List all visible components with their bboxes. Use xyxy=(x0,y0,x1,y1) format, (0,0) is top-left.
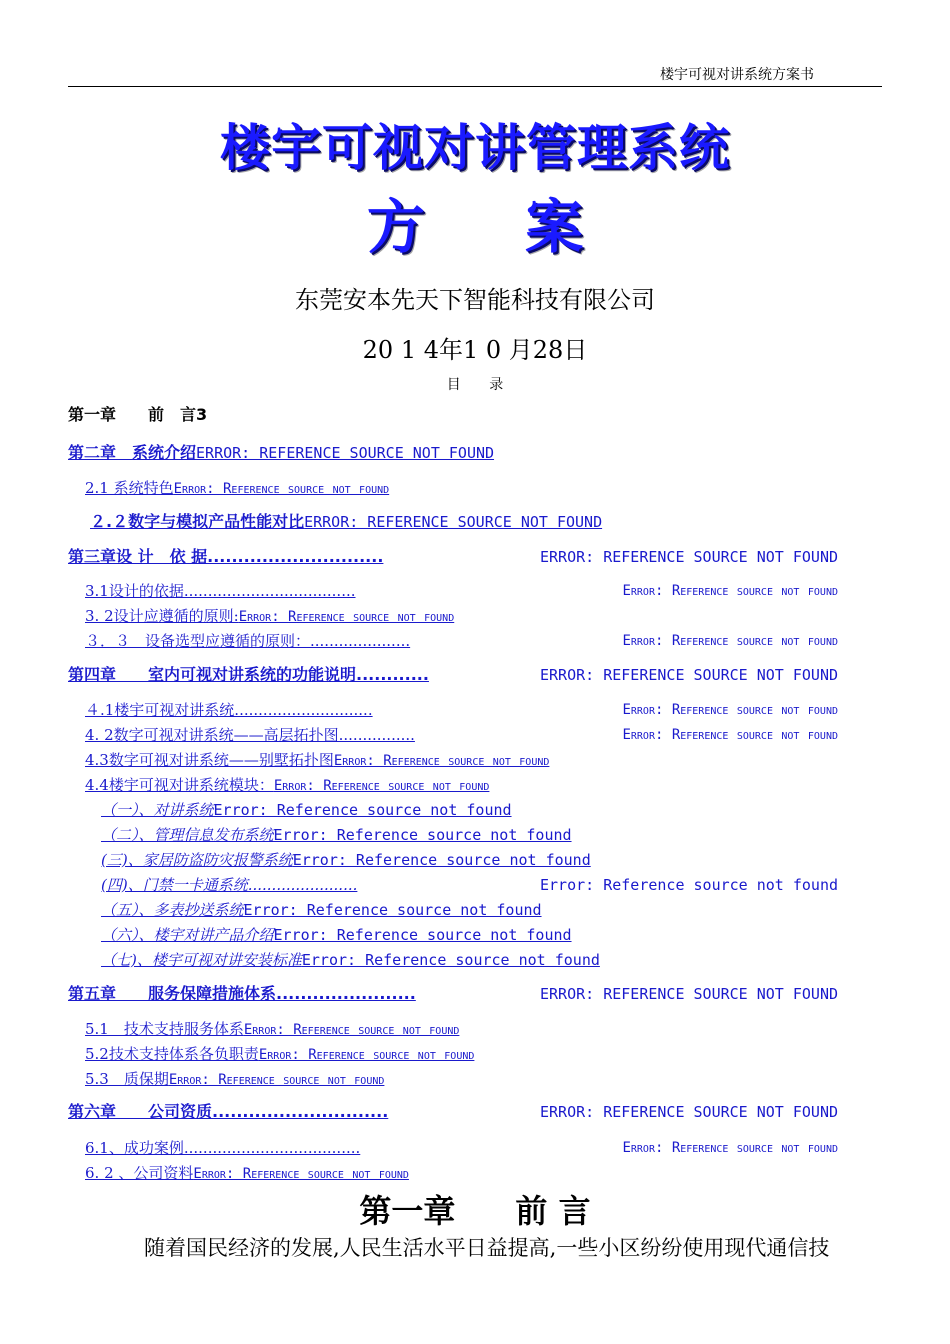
toc-entry-4-4-3[interactable]: (三)、家居防盗防灾报警系统Error: Reference source not found xyxy=(101,851,591,869)
toc-entry-5-2[interactable]: 5.2技术支持体系各负职责Error: Reference source not found xyxy=(85,1045,475,1063)
toc-entry-3-3[interactable]: ３．３ 设备选型应遵循的原则：..................... Error: Reference source not found xyxy=(85,632,838,650)
toc-entry-chapter-6[interactable]: 第六章 公司资质............................. ERROR: REFERENCE SOURCE NOT FOUND xyxy=(68,1102,838,1121)
toc-entry-4-4[interactable]: 4.4楼宇可视对讲系统模块：Error: Reference source not found xyxy=(85,776,490,794)
chapter-one-heading xyxy=(0,1186,950,1232)
header-text: 楼宇可视对讲系统方案书 xyxy=(660,67,814,83)
chapter-one-name: 前 言 xyxy=(515,1192,591,1230)
toc-entry-5-3[interactable]: 5.3 质保期Error: Reference source not found xyxy=(85,1070,385,1088)
toc-entry-6-2[interactable]: 6. 2 、公司资料Error: Reference source not found xyxy=(85,1164,409,1182)
toc-heading: 目 录 xyxy=(446,377,516,393)
toc-entry-4-4-7[interactable]: （七)、楼宇可视对讲安装标准Error: Reference source not found xyxy=(101,951,600,969)
toc-entry-4-4-5[interactable]: （五）、多表抄送系统Error: Reference source not found xyxy=(101,901,542,919)
toc-entry-chapter-4[interactable]: 第四章 室内可视对讲系统的功能说明............ ERROR: REFERENCE SOURCE NOT FOUND xyxy=(68,665,838,684)
toc-entry-3-2[interactable]: 3. 2设计应遵循的原则:Error: Reference source not found xyxy=(85,607,455,625)
toc-entry-4-4-4[interactable]: (四)、门禁一卡通系统....................... Error: Reference source not found xyxy=(101,876,838,894)
toc-entry-chapter-2[interactable]: 第二章 系统介绍ERROR: REFERENCE SOURCE NOT FOUND xyxy=(68,443,495,462)
toc-entry-chapter-5[interactable]: 第五章 服务保障措施体系....................... ERROR: REFERENCE SOURCE NOT FOUND xyxy=(68,984,838,1003)
toc-entry-5-1[interactable]: 5.1 技术支持服务体系Error: Reference source not found xyxy=(85,1020,460,1038)
document-title: 楼宇可视对讲管理系统 xyxy=(220,119,730,177)
toc-entry-2-2[interactable]: ２.２数字与模拟产品性能对比ERROR: REFERENCE SOURCE NOT FOUND xyxy=(90,512,603,531)
company-name: 东莞安本先天下智能科技有限公司 xyxy=(295,286,655,314)
toc-entry-3-1[interactable]: 3.1设计的依据.................................... Error: Reference source not found xyxy=(85,582,838,600)
toc-entry-chapter-1[interactable]: 第一章 前 言3 xyxy=(68,405,208,424)
toc-entry-4-4-1[interactable]: （一）、对讲系统Error: Reference source not found xyxy=(101,801,512,819)
toc-entry-6-1[interactable]: 6.1、成功案例..................................... Error: Reference source not found xyxy=(85,1139,838,1157)
toc-entry-2-1[interactable]: 2.1 系统特色Error: Reference source not found xyxy=(85,479,390,497)
document-subtitle: 方 案 xyxy=(366,193,624,261)
body-paragraph: 随着国民经济的发展,人民生活水平日益提高,一些小区纷纷使用现代通信技 xyxy=(144,1236,830,1260)
page-header xyxy=(68,64,882,87)
toc-entry-4-4-6[interactable]: （六）、楼宇对讲产品介绍Error: Reference source not found xyxy=(101,926,572,944)
toc-entry-4-1[interactable]: ４.1楼宇可视对讲系统............................. Error: Reference source not found xyxy=(85,701,838,719)
toc-entry-4-3[interactable]: 4.3数字可视对讲系统——别墅拓扑图Error: Reference source not found xyxy=(85,751,550,769)
document-date: 20 1 4年1 0 月28日 xyxy=(362,336,588,364)
toc-entry-4-4-2[interactable]: （二）、管理信息发布系统Error: Reference source not found xyxy=(101,826,572,844)
chapter-one-label: 第一章 xyxy=(359,1192,456,1230)
toc-entry-chapter-3[interactable]: 第三章设 计 依 据............................. ERROR: REFERENCE SOURCE NOT FOUND xyxy=(68,547,838,566)
toc-entry-4-2[interactable]: 4. 2数字可视对讲系统——高层拓扑图................ Error: Reference source not found xyxy=(85,726,838,744)
